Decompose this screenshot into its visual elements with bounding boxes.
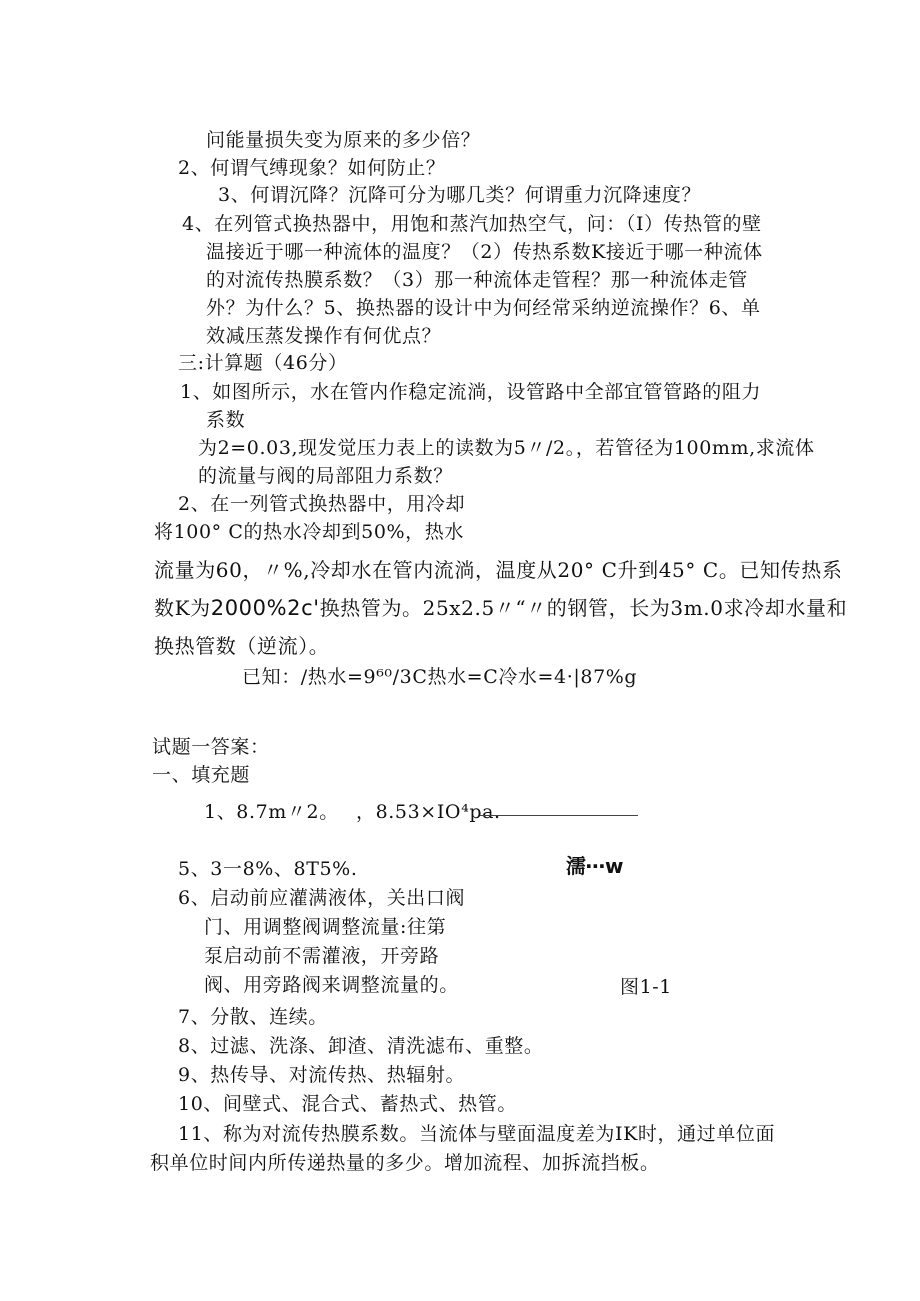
answer-11-line-1: 11、称为对流传热膜系数。当流体与壁面温度差为IK时，通过单位面 [178, 1123, 776, 1145]
calc-q1-line-3: 为2=0.03,现发觉压力表上的读数为5〃/2。，若管径为100mm,求流体 [198, 437, 815, 459]
answer-6-line-1: 6、启动前应灌满液体，关出口阀 [178, 887, 466, 909]
question-6-line: 效减压蒸发操作有何优点？ [206, 325, 442, 347]
answer-11-line-2: 积单位时间内所传递热量的多少。增加流程、加拆流挡板。 [150, 1152, 660, 1174]
figure-label: 图1-1 [620, 976, 672, 998]
answer-10: 10、间壁式、混合式、蓄热式、热管。 [178, 1093, 517, 1115]
question-4-line-1: 4、在列管式换热器中，用饱和蒸汽加热空气，问：（I）传热管的壁 [182, 213, 762, 235]
calc-q1-line-2: 系数 [206, 409, 246, 431]
answer-1-b: ，8.53×IO⁴pa. [356, 801, 501, 823]
section-3-heading: 三:计算题（46分） [178, 352, 348, 374]
answer-5: 5、3一8%、8T5%. [178, 858, 358, 880]
calc-q1-line-1: 1、如图所示，水在管内作稳定流淌，设管路中全部宜管管路的阻力 [180, 381, 762, 403]
calc-q2-line-4 [154, 596, 847, 620]
question-2: 2、何谓气缚现象？如何防止？ [178, 157, 446, 179]
calc-q1-line-4: 的流量与阀的局部阻力系数？ [198, 465, 453, 487]
question-4-line-2: 温接近于哪一种流体的温度？（2）传热系数K接近于哪一种流体 [206, 241, 763, 263]
question-4-line-4: 外？为什么？5、换热器的设计中为何经常采纳逆流操作？6、单 [206, 297, 761, 319]
calc-q2-line-2: 将100° C的热水冷却到50%，热水 [154, 521, 464, 543]
calc-q2-line-3: 流量为60，〃%,冷却水在管内流淌，温度从20° C升到45° C。已知传热系 [154, 558, 843, 582]
answer-6-line-2: 门、用调整阀调整流量:往第 [204, 916, 447, 938]
answer-8: 8、过滤、洗涤、卸渣、清洗滤布、重整。 [178, 1035, 544, 1057]
answer-9: 9、热传导、对流传热、热辐射。 [178, 1064, 466, 1086]
question-3: 3、何谓沉降？沉降可分为哪几类？何谓重力沉降速度？ [218, 184, 702, 206]
answer-blank-line [480, 815, 638, 816]
answer-7: 7、分散、连续。 [178, 1006, 328, 1028]
calc-q2-line-1: 2、在一列管式换热器中，用冷却 [178, 493, 466, 515]
calc-q2-given: 已知：/热水=9⁶⁰/3C热水=C冷水=4·|87%g [242, 666, 638, 688]
answers-title: 试题一答案： [152, 736, 270, 758]
calc-q2-k-label: 数K为 [154, 596, 211, 620]
calc-q2-line-5: 换热管数（逆流）。 [154, 634, 330, 658]
answers-section-1: 一、填充题 [152, 764, 251, 786]
answer-1: 1、8.7m〃2。 [204, 801, 339, 823]
question-4-line-3: 的对流传热膜系数？（3）那一种流体走管程？那一种流体走管 [206, 269, 748, 291]
answer-6-line-4: 阀、用旁路阀来调整流量的。 [204, 974, 459, 996]
figure-scribble: 濡⋯w [566, 854, 623, 878]
calc-q2-tube-spec: 换热管为。25x2.5〃“〃的钢管，长为3m.0求冷却水量和 [319, 596, 848, 620]
answer-6-line-3: 泵启动前不需灌液，开旁路 [204, 945, 440, 967]
calc-q2-k-value: 2000%2c' [210, 596, 320, 620]
question-2-tail: 问能量损失变为原来的多少倍？ [206, 129, 481, 151]
